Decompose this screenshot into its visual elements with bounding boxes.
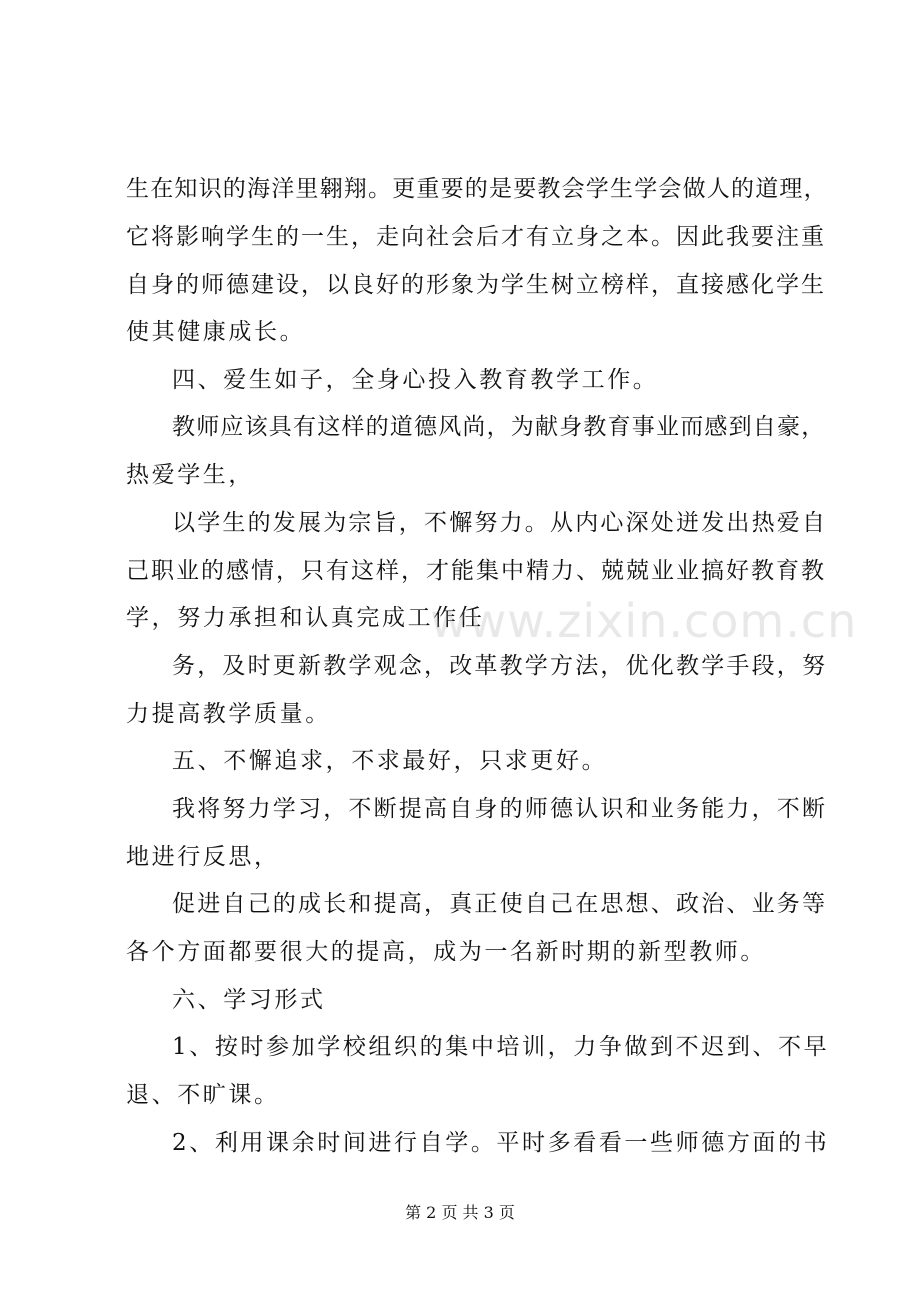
section-heading-5: 五、不懈追求，不求最好，只求更好。 xyxy=(172,748,608,774)
text-line-20: 退、不旷课。 xyxy=(126,1082,280,1108)
text-line-3: 自身的师德建设，以良好的形象为学生树立榜样，直接感化学生 xyxy=(126,272,826,298)
text-line-6: 教师应该具有这样的道德风尚，为献身教育事业而感到自豪， xyxy=(172,414,826,440)
text-line-19: 1、按时参加学校组织的集中培训，力争做到不迟到、不早 xyxy=(172,1034,830,1060)
watermark: www.zixin.com.cn xyxy=(430,594,858,648)
text-line-10: 学，努力承担和认真完成工作任 xyxy=(126,605,485,631)
text-line-15: 地进行反思， xyxy=(126,844,280,870)
text-line-11: 务，及时更新教学观念，改革教学方法，优化教学手段，努 xyxy=(172,653,828,679)
text-line-8: 以学生的发展为宗旨，不懈努力。从内心深处迸发出热爱自 xyxy=(172,510,828,536)
text-line-16: 促进自己的成长和提高，真正使自己在思想、政治、业务等 xyxy=(172,891,828,917)
section-heading-4: 四、爱生如子，全身心投入教育教学工作。 xyxy=(172,367,659,393)
text-line-17: 各个方面都要很大的提高，成为一名新时期的新型教师。 xyxy=(126,939,766,965)
page-footer: 第 2 页 共 3 页 xyxy=(405,1203,515,1222)
text-line-12: 力提高教学质量。 xyxy=(126,701,331,727)
section-heading-6: 六、学习形式 xyxy=(172,987,326,1013)
text-line-7: 热爱学生， xyxy=(126,462,254,488)
text-line-21: 2、利用课余时间进行自学。平时多看看一些师德方面的书 xyxy=(172,1130,830,1156)
text-line-2: 它将影响学生的一生，走向社会后才有立身之本。因此我要注重 xyxy=(126,224,826,250)
text-line-1: 生在知识的海洋里翱翔。更重要的是要教会学生学会做人的道理， xyxy=(126,176,828,202)
text-line-9: 己职业的感情，只有这样，才能集中精力、兢兢业业搞好教育教 xyxy=(126,558,826,584)
text-line-4: 使其健康成长。 xyxy=(126,319,306,345)
text-line-14: 我将努力学习，不断提高自身的师德认识和业务能力，不断 xyxy=(172,796,828,822)
